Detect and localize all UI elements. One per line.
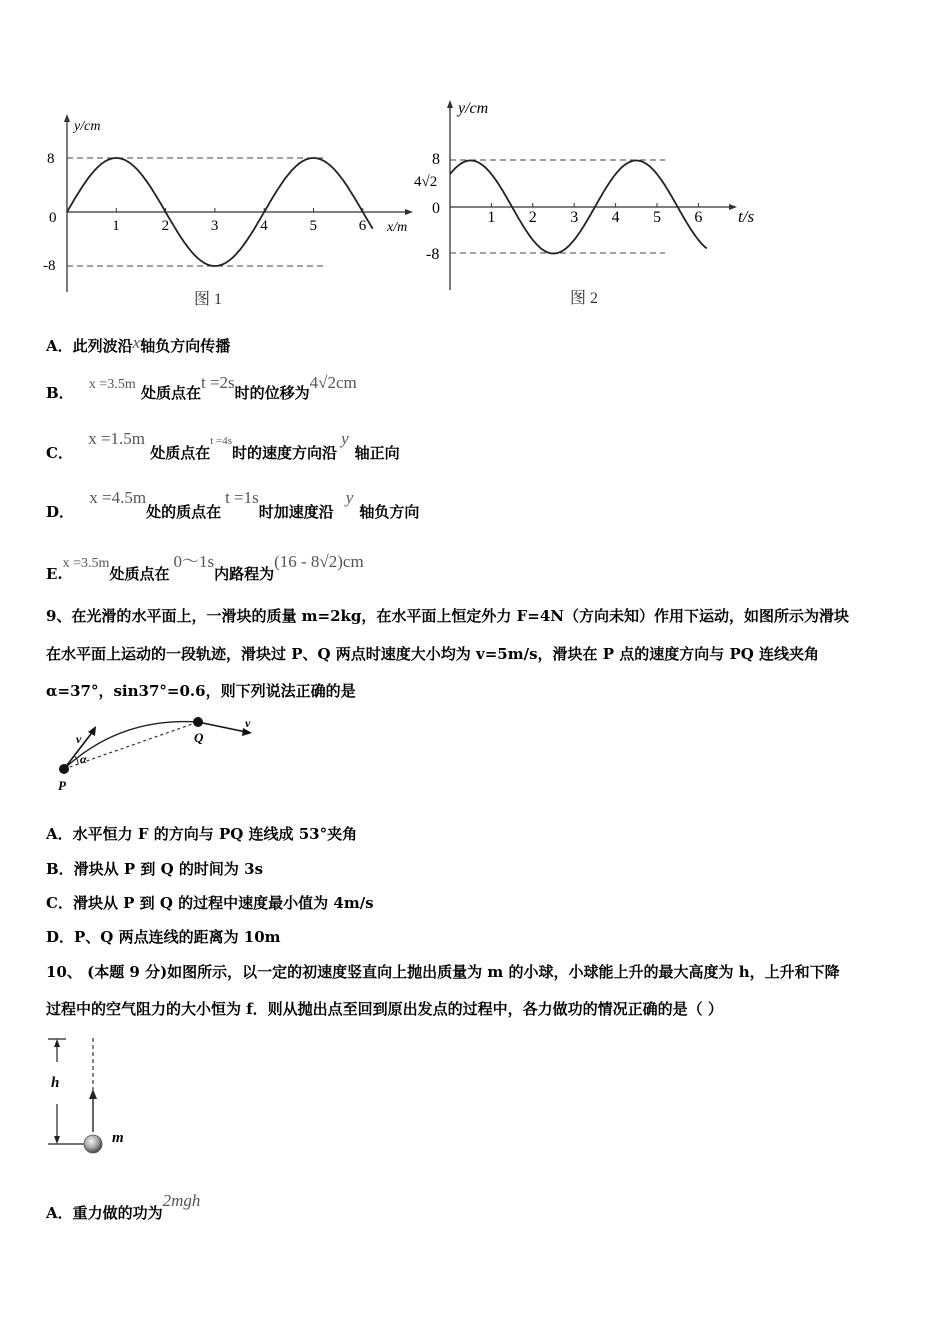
fig2-caption: 图 2: [570, 290, 599, 307]
ball: [84, 1135, 102, 1153]
math-time: t =1s: [225, 488, 259, 507]
math-path-length: (16 - 8√2)cm: [274, 552, 364, 571]
fig1-caption: 图 1: [194, 291, 223, 308]
q10-line-2: 过程中的空气阻力的大小恒为 f．则从抛出点至回到原出发点的过程中，各力做功的情况正确的是（ ）: [46, 1000, 723, 1018]
label-v-p: v: [76, 732, 82, 746]
x-tick-label: 5: [309, 218, 317, 234]
q8-option-b[interactable]: B． x =3.5m 处质点在t =2s时的位移为4√2cm: [46, 373, 357, 402]
y-tick-8: 8: [47, 151, 55, 167]
math-y: y: [341, 429, 349, 448]
q9-line-3: α=37°，sin37°=0.6，则下列说法正确的是: [46, 682, 356, 700]
x-tick-label: 3: [210, 218, 219, 234]
option-letter: A．: [46, 337, 73, 355]
velocity-arrow-q: [198, 722, 246, 732]
label-alpha: α: [80, 752, 87, 766]
height-arrowhead-bottom: [54, 1136, 60, 1144]
y-tick-0: 0: [432, 200, 440, 217]
point-p: [59, 764, 69, 774]
y-tick-0: 0: [49, 210, 57, 226]
y-axis-arrow: [447, 100, 453, 108]
figure-2-vibration-graph: [410, 96, 770, 316]
q9-option-c[interactable]: C．滑块从 P 到 Q 的过程中速度最小值为 4m/s: [46, 894, 374, 912]
x-tick-label: 3: [570, 209, 579, 226]
math-position: x =3.5m: [88, 377, 136, 392]
math-position: x =3.5m: [62, 556, 110, 571]
x-tick-label: 5: [653, 209, 661, 226]
q8-option-c[interactable]: C． x =1.5m 处质点在t =4s时的速度方向沿y轴正向: [46, 429, 400, 462]
x-tick-label: 6: [358, 218, 367, 234]
q8-option-d[interactable]: D． x =4.5m处的质点在t =1s时加速度沿y轴负方向: [46, 488, 420, 521]
q9-line-1: 9、在光滑的水平面上，一滑块的质量 m=2kg，在水平面上恒定外力 F=4N（方向未知）作用下运动，如图所示为滑块: [46, 607, 850, 625]
x-tick-label: 2: [528, 209, 537, 226]
math-position: x =1.5m: [88, 429, 145, 448]
q10-ball-figure: [40, 1034, 150, 1159]
x-tick-label: 1: [487, 209, 496, 226]
y-tick-neg8: -8: [426, 246, 440, 263]
math-y: y: [345, 488, 354, 507]
y-axis-label: y/cm: [458, 100, 489, 117]
x-tick-label: 6: [694, 209, 703, 226]
y-tick-8: 8: [432, 151, 440, 168]
math-work: 2mgh: [162, 1191, 201, 1210]
math-time: t =2s: [200, 373, 235, 392]
x-axis-arrow: [729, 204, 737, 210]
velocity-arrowhead-p: [88, 726, 96, 736]
q10-option-a[interactable]: A．重力做的功为2mgh: [46, 1191, 201, 1222]
math-time: t =4s: [210, 435, 233, 447]
x-tick-label: 2: [161, 218, 170, 234]
math-position: x =4.5m: [89, 488, 147, 507]
figure-1-wave-graph: [36, 108, 426, 313]
q8-option-a[interactable]: A．此列波沿x轴负方向传播: [46, 333, 231, 355]
label-p: P: [58, 778, 66, 793]
y-tick-neg8: -8: [43, 258, 56, 274]
x-axis-label: t/s: [738, 207, 755, 226]
x-tick-label: 1: [112, 218, 120, 234]
x-tick-label: 4: [260, 218, 268, 234]
y-axis-label: y/cm: [74, 119, 101, 134]
q9-option-b[interactable]: B．滑块从 P 到 Q 的时间为 3s: [46, 860, 264, 878]
label-q: Q: [194, 730, 204, 745]
q8-option-e[interactable]: E.x =3.5m处质点在0～1s内路程为(16 - 8√2)cm: [46, 552, 364, 583]
q9-option-a[interactable]: A．水平恒力 F 的方向与 PQ 连线成 53°夹角: [46, 825, 358, 843]
q9-option-d[interactable]: D．P、Q 两点连线的距离为 10m: [46, 928, 281, 946]
q9-trajectory-figure: [50, 712, 270, 797]
launch-arrowhead: [89, 1089, 97, 1099]
q9-line-2: 在水平面上运动的一段轨迹，滑块过 P、Q 两点时速度大小均为 v=5m/s，滑块在 P 点的速度方向与 PQ 连线夹角: [46, 645, 820, 663]
math-interval: 0～1s: [173, 552, 215, 571]
y-tick-4root2: 4√2: [414, 174, 438, 190]
y-axis-arrow: [64, 114, 70, 122]
x-axis-label: x/m: [387, 220, 408, 235]
math-displacement: 4√2cm: [309, 373, 357, 392]
math-x: x: [132, 333, 141, 352]
label-m: m: [112, 1130, 124, 1146]
label-v-q: v: [245, 716, 251, 730]
height-arrowhead-top: [54, 1039, 60, 1047]
x-tick-label: 4: [611, 209, 620, 226]
point-q: [193, 717, 203, 727]
label-h: h: [51, 1075, 60, 1091]
q10-line-1: 10、 (本题 9 分)如图所示，以一定的初速度竖直向上抛出质量为 m 的小球，小球能上升的最大高度为 h，上升和下降: [46, 963, 840, 981]
